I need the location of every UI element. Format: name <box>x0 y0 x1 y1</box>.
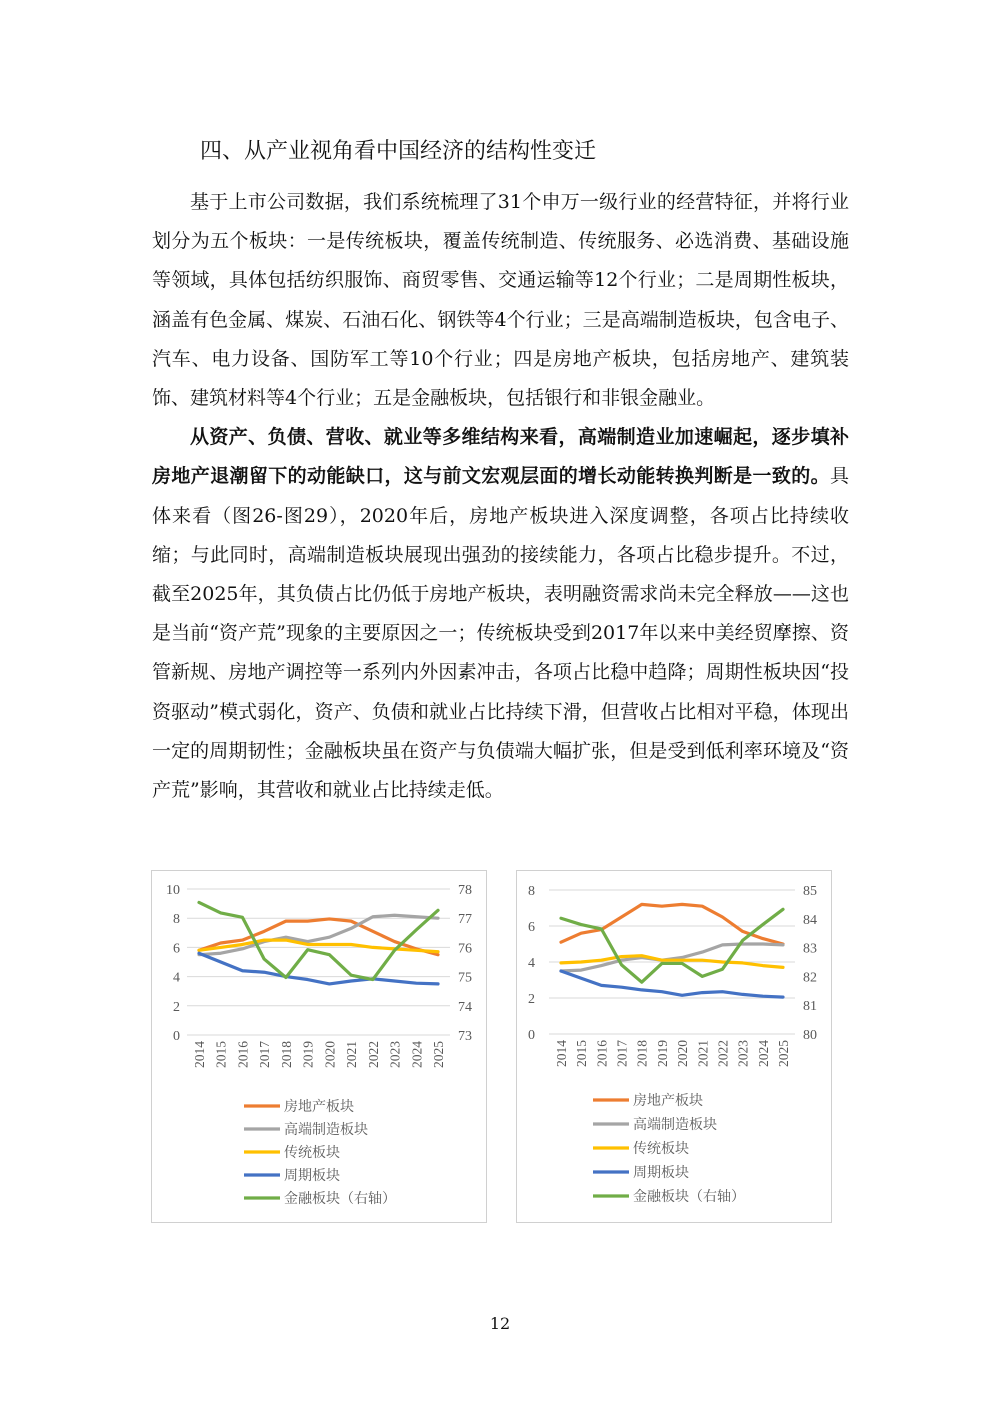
chart-svg <box>152 871 486 1222</box>
x-tick-label: 2016 <box>594 1040 610 1067</box>
legend-label: 周期板块 <box>633 1166 689 1181</box>
x-tick-label: 2014 <box>192 1041 207 1068</box>
legend-label: 高端制造板块 <box>633 1118 717 1133</box>
y-tick-label: 6 <box>528 920 535 935</box>
x-tick-label: 2025 <box>431 1041 446 1068</box>
legend-label: 金融板块（右轴） <box>633 1190 745 1205</box>
legend-label: 房地产板块 <box>633 1094 703 1109</box>
y-tick-label: 6 <box>173 941 180 957</box>
y2-tick-label: 74 <box>458 999 472 1015</box>
x-tick-label: 2015 <box>574 1040 590 1067</box>
y2-tick-label: 84 <box>803 912 817 928</box>
x-tick-label: 2023 <box>735 1040 751 1067</box>
y-tick-label: 4 <box>173 970 180 986</box>
x-tick-label: 2022 <box>365 1041 381 1068</box>
x-tick-label: 2021 <box>695 1040 711 1067</box>
section-heading: 四、从产业视角看中国经济的结构性变迁 <box>200 139 597 164</box>
paragraph-2 <box>152 418 849 810</box>
y2-tick-label: 77 <box>458 912 472 928</box>
paragraph-2-bold: 从资产、负债、营收、就业等多维结构来看，高端制造业加速崛起，逐步填补房地产退潮留下的动能缺口，这与前文宏观层面的增长动能转换判断是一致的。 <box>152 426 849 488</box>
y2-tick-label: 73 <box>458 1029 472 1044</box>
series-line <box>199 953 438 984</box>
body-text <box>152 183 849 810</box>
y-tick-label: 10 <box>166 883 180 898</box>
y2-tick-label: 83 <box>803 941 817 957</box>
legend-label: 金融板块（右轴） <box>284 1192 396 1207</box>
x-tick-label: 2024 <box>755 1040 771 1067</box>
x-tick-label: 2018 <box>634 1040 650 1067</box>
y-tick-label: 2 <box>528 992 535 1007</box>
paragraph-2-rest: 具体来看（图26-图29），2020年后，房地产板块进入深度调整，各项占比持续收缩；与此同时，高端制造板块展现出强劲的接续能力，各项占比稳步提升。不过，截至2025年，其负债占比仍低于房地产板块，表明融资需求尚未完全释放——这也是当前“资产荒”现象的主要原因之一；传统板块受到2017年以来中美经贸摩擦、资管新规、房地产调控等一系列内外因素冲击，各项占比稳中趋降；周期性板块因“投资驱动”模式弱化，资产、负债和就业占比持续下滑，但营收占比相对平稳，体现出一定的周期韧性；金融板块虽在资产与负债端大幅扩张，但是受到低利率环境及“资产荒”影响，其营收和就业占比持续走低。 <box>152 465 849 802</box>
x-tick-label: 2020 <box>675 1040 691 1067</box>
page-number: 12 <box>489 1314 511 1333</box>
x-tick-label: 2020 <box>322 1041 338 1068</box>
y2-tick-label: 75 <box>458 970 472 986</box>
x-tick-label: 2017 <box>614 1040 630 1067</box>
x-tick-label: 2014 <box>554 1040 569 1067</box>
chart-left <box>151 870 487 1223</box>
x-tick-label: 2018 <box>278 1041 294 1068</box>
legend-label: 高端制造板块 <box>284 1123 368 1138</box>
legend-label: 周期板块 <box>284 1169 340 1184</box>
y2-tick-label: 80 <box>803 1028 817 1043</box>
x-tick-label: 2019 <box>300 1041 316 1068</box>
y-tick-label: 8 <box>173 912 180 928</box>
x-tick-label: 2021 <box>344 1041 360 1068</box>
legend-label: 房地产板块 <box>284 1100 354 1115</box>
y-tick-label: 0 <box>528 1028 535 1043</box>
series-line <box>561 904 783 944</box>
series-line <box>561 909 783 982</box>
y-tick-label: 2 <box>173 999 180 1015</box>
x-tick-label: 2015 <box>213 1041 229 1068</box>
y2-tick-label: 82 <box>803 970 817 986</box>
y2-tick-label: 85 <box>803 884 817 899</box>
series-line <box>561 944 783 971</box>
x-tick-label: 2016 <box>235 1041 251 1068</box>
y2-tick-label: 81 <box>803 999 817 1015</box>
chart-svg <box>517 871 831 1222</box>
x-tick-label: 2022 <box>715 1040 731 1067</box>
series-line <box>561 971 783 997</box>
x-tick-label: 2023 <box>387 1041 403 1068</box>
paragraph-1: 基于上市公司数据，我们系统梳理了31个申万一级行业的经营特征，并将行业划分为五个板块：一是传统板块，覆盖传统制造、传统服务、必选消费、基础设施等领域，具体包括纺织服饰、商贸零售、交通运输等12个行业；二是周期性板块，涵盖有色金属、煤炭、石油石化、钢铁等4个行业；三是高端制造板块，包含电子、汽车、电力设备、国防军工等10个行业；四是房地产板块，包括房地产、建筑装饰、建筑材料等4个行业；五是金融板块，包括银行和非银金融业。 <box>152 191 849 410</box>
y-tick-label: 0 <box>173 1029 180 1044</box>
y-tick-label: 8 <box>528 884 535 899</box>
y-tick-label: 4 <box>528 956 535 971</box>
y2-tick-label: 78 <box>458 883 472 898</box>
y2-tick-label: 76 <box>458 941 472 957</box>
x-tick-label: 2017 <box>257 1041 273 1068</box>
x-tick-label: 2024 <box>409 1041 425 1068</box>
legend-label: 传统板块 <box>284 1146 340 1161</box>
chart-right <box>516 870 832 1223</box>
x-tick-label: 2025 <box>776 1040 791 1067</box>
legend-label: 传统板块 <box>633 1142 689 1157</box>
x-tick-label: 2019 <box>654 1040 670 1067</box>
